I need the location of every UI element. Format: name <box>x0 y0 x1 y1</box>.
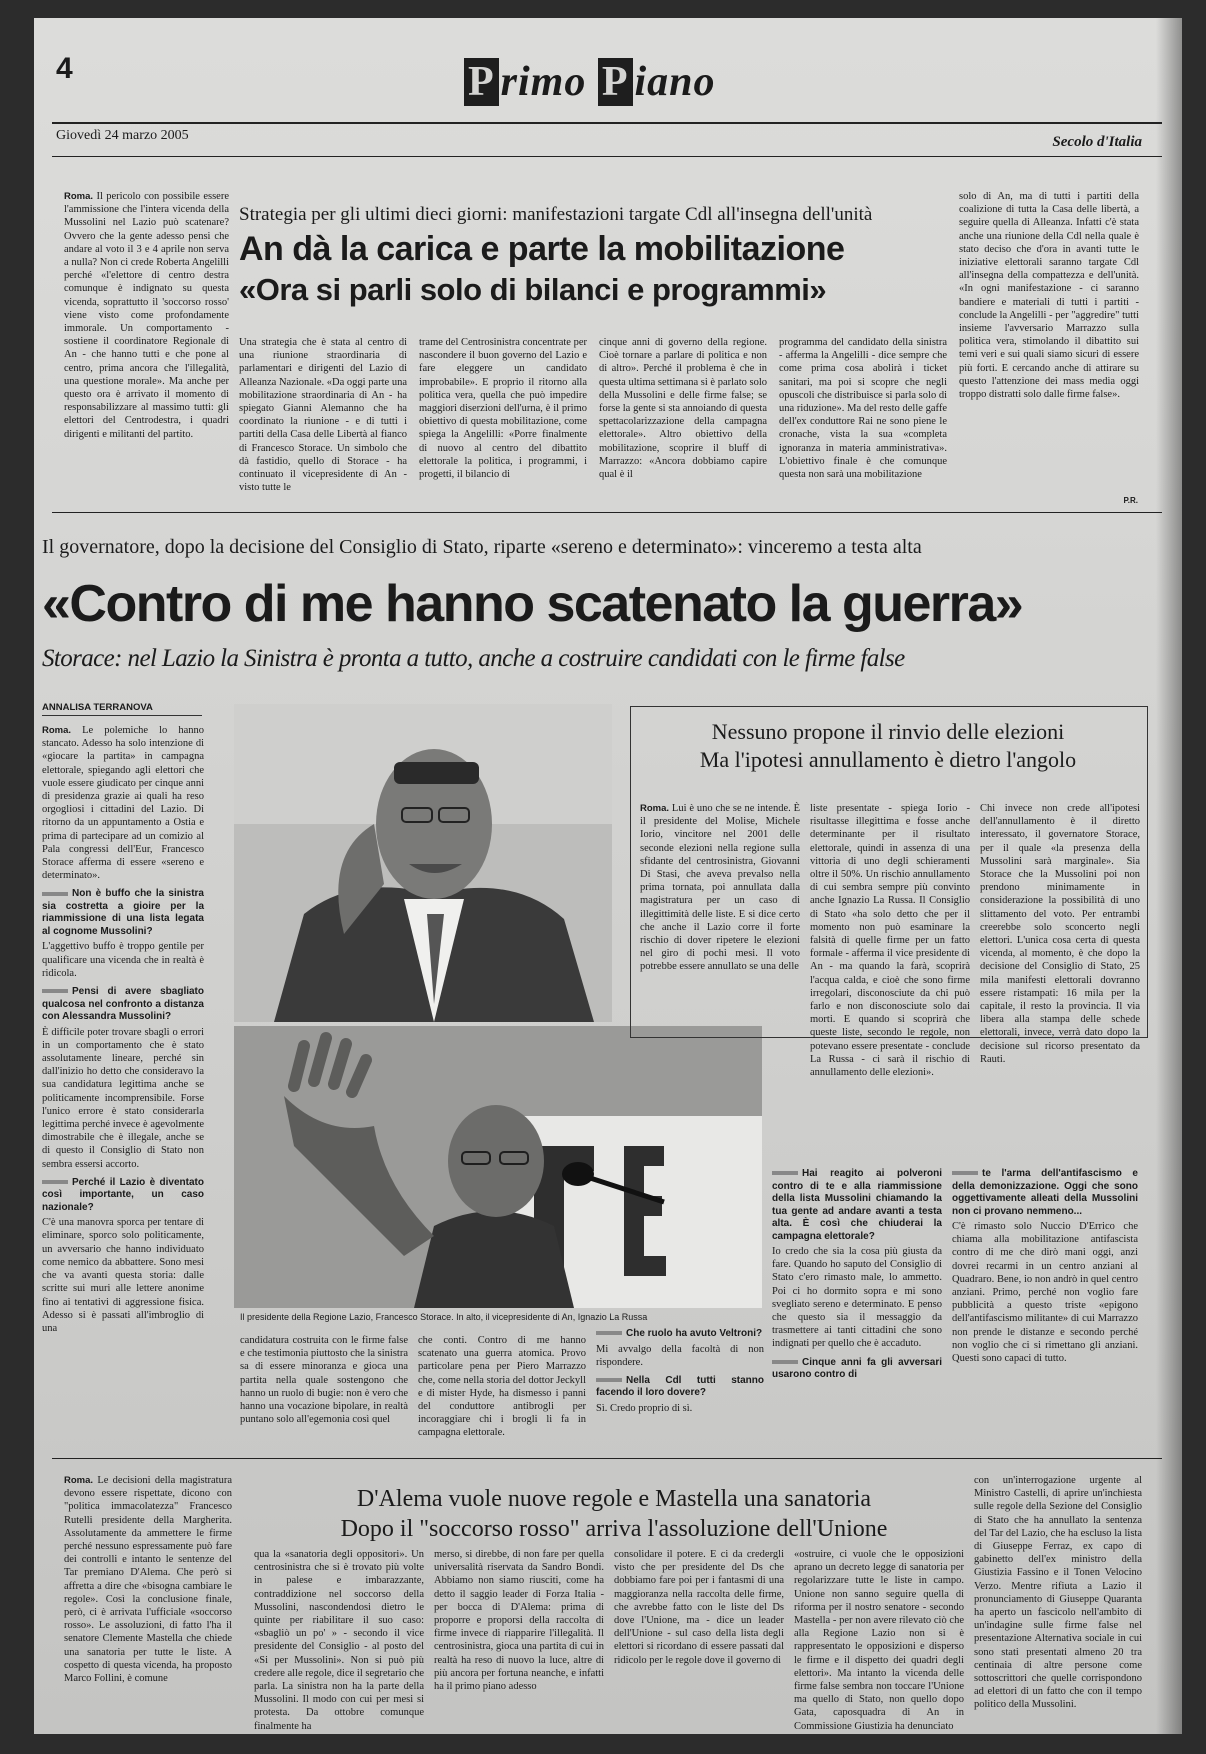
box-col-1 <box>640 802 800 1032</box>
section-rest-2: iano <box>634 59 716 105</box>
answer-2: È difficile poter trovare sbagli o errori in un comportamento che è stato assolutamente lineare, perché sin dall'inizio ho detto che consideravo la sua candidatura legittima anche se politicamente incomprensibile. Forse l'unico errore è stato considerarla legittima perché invece è agevolmente dimostrabile che è illegale, anche se di questo il Consiglio di Stato non sembra essersi accorto. <box>42 1026 204 1170</box>
article1-col-3: cinque anni di governo della regione. Cioè tornare a parlare di politica e non di altro». Perché il problema è che in questa ultima settimana si è parlato solo della Mussolini e delle firme false; se forse la gente si sta annoiando di questa spettacolarizzazione della campagna elettorale». Altro obiettivo della mobilitazione, scoprire il bluff di Marrazzo: «Ancora dobbiamo capire qual è il <box>599 337 767 481</box>
article2-lower-col-3 <box>596 1328 764 1438</box>
article2-title: «Contro di me hanno scatenato la guerra» <box>42 575 1023 633</box>
box-col-3: Chi invece non crede all'ipotesi dell'annullamento è il diretto interessato, il governatore Storace, per il quale «la presenza della Mussolini sarà marginale». Sia Storace che la Mussolini poi non prendono minimamente in considerazione la possibilità di uno slittamento del voto. Per entrambi creerebbe solo sconcerto negli elettori. L'unica cosa certa di questa vicenda, al momento, è che dopo la decisione del Consiglio di Stato, 25 mila manifesti elettorali dovranno essere ristampati: 16 mila per la capitale, il resto la provincia. Il via libera alla stampa delle schede elettorali, invece, verrà dato dopo la decisione sul ricorso presentato da Rauti. <box>980 803 1140 1065</box>
box-col-2: liste presentate - spiega Iorio - risultasse illegittima e fosse anche determinante per il risultato elettorale, quindi in assenza di una vittoria di uno degli schieramenti oltre il 50%. Un rischio annullamento di cui sembra sempre più convinto anche Ignazio La Russa. Il Consiglio di Stato «ha solo detto che per il momento non può esaminare la falsità di quelle firme per un fatto formale - afferma il vice presidente di An - ma quando la farà, scoprirà l'acqua calda, e cioè che sono firme irregolari, disconosciute da chi può farlo e non disconosciute solo dai morti. E quando si scoprirà che queste liste, secondo le regole, non potevano essere presentate - conclude La Russa - ci sarà il rischio di annullamento delle elezioni». <box>810 803 970 1079</box>
article2-byline: ANNALISA TERRANOVA <box>42 702 202 716</box>
article1-col-1: Una strategia che è stata al centro di una riunione straordinaria di parlamentari e dirigenti del Lazio di Alleanza Nazionale. «Da oggi parte una mobilitazione straordinaria di An - ha spiegato Gianni Alemanno che ha coordinato la riunione - e di tutti i partiti della Casa delle Libertà al fianco di Francesco Storace. Un simbolo che dà fastidio, quello di Storace - ha continuato il vicepresidente di An - visto tutte le <box>239 337 407 494</box>
section-divider-2 <box>52 1458 1162 1459</box>
article2-intro: Le polemiche lo hanno stancato. Adesso ha solo intenzione di «giocare la partita» in campagna elettorale, spiegando agli elettori che vuole essere giudicato per cinque anni di presidenza grazie ai quali ha reso orgogliosi i cittadini del Lazio. Di ritorno da un appuntamento a Ostia e prima di partecipare ad un comizio al Pala congressi dell'Eur, Francesco Storace afferma di essere «sereno e determinato». <box>42 725 204 882</box>
portrait-illustration <box>234 704 612 1022</box>
question-cdl: Nella Cdl tutti stanno facendo il loro dovere? <box>596 1374 764 1399</box>
answer-1: L'aggettivo buffo è troppo gentile per qualificare una vicenda che in realtà è ridicola. <box>42 941 204 979</box>
article1-col-5: solo di An, ma di tutti i partiti della coalizione di tutta la Casa delle libertà, a seguire quella di Alleanza. Infatti c'è stata anche una riunione della Cdl nella quale è stato deciso che d'ora in avanti tutte le iniziative elettorali saranno targate Cdl all'insegna della compattezza e dell'unità. «In ogni manifestazione - ci saranno bandiere e materiali di tutti i partiti - conclude la Angelilli - per "aggredire" tutti insieme l'avversario Marrazzo sulla politica vera, stimolando il dibattito sui temi veri e sui quali siamo sicuri di essere più forti. E cercando anche di attirare su questo l'attenzione dei mass media oggi troppo distratti solo dalle firme false». <box>959 191 1140 401</box>
article2-city: Roma. <box>42 725 72 736</box>
article3-city: Roma. <box>64 1475 94 1486</box>
question-1: Non è buffo che la sinistra sia costretta a gioire per la riammissione di una lista legata al cognome Mussolini? <box>42 888 204 937</box>
article1-kicker: Strategia per gli ultimi dieci giorni: manifestazioni targate Cdl all'insegna dell'unità <box>239 204 873 225</box>
section-divider-1 <box>52 512 1162 513</box>
article1-sidebar-city: Roma. <box>64 191 94 202</box>
answer-veltroni: Mi avvalgo della facoltà di non rispondere. <box>596 1343 764 1368</box>
issue-date: Giovedì 24 marzo 2005 <box>56 128 189 143</box>
photo-francesco-storace <box>234 1026 762 1308</box>
box-headline <box>634 718 1142 774</box>
article1-col-4: programma del candidato della sinistra - afferma la Angelilli - dice sempre che come prima cosa abolirà i ticket sanitari, ma poi si scopre che negli opuscoli che distribuisce si parla solo di una riduzione». Ma del resto delle gaffe dell'ex conduttore Rai ne sono piene le cronache, vista la sua «completa ignoranza in materia amministrativa». L'obiettivo finale è che comunque questa non sarà una mobilitazione <box>779 337 947 481</box>
newspaper-page <box>34 18 1182 1734</box>
answer-4: Io credo che sia la cosa più giusta da fare. Quando ho saputo del Consiglio di Stato c'ero rimasto male, lo ammetto. Poi ci ho dormito sopra e mi sono svegliato sereno e determinato. E penso che questo sia il messaggio da trasmettere ai tanti cittadini che sono indignati per quello che è accaduto. <box>772 1246 942 1350</box>
answer-cdl: Sì. Credo proprio di sì. <box>596 1402 693 1414</box>
box-col-1-text: Lui è uno che se ne intende. È il presidente del Molise, Michele Iorio, vincitore nel 2001 delle seconde elezioni nella regione sulla sfidante del centrosinistra, Giovanni Di Stasi, che aveva prevalso nella prima tornata, poi annullata dalla magistratura per un caso di illegittimità delle liste. E si dice certo che anche il Lazio corre il forte rischio di dover ripetere le elezioni nel giro di pochi mesi. Il voto potrebbe essere annullato se una delle <box>640 803 801 973</box>
article3-title-line2: Dopo il "soccorso rosso" arriva l'assoluzione dell'Unione <box>340 1516 888 1542</box>
article2-subtitle: Storace: nel Lazio la Sinistra è pronta a tutto, anche a costruire candidati con le firme false <box>42 645 905 672</box>
article2-left-column <box>42 724 204 1484</box>
question-veltroni: Che ruolo ha avuto Veltroni? <box>596 1328 764 1341</box>
box-headline-line2: Ma l'ipotesi annullamento è dietro l'angolo <box>699 747 1077 772</box>
header-rule-bottom <box>52 156 1162 157</box>
answer-5: C'è rimasto solo Nuccio D'Errico che chiama alla mobilitazione antifascista contro di me che dirò mani oggi, anzi dovrei recarmi in un centro anziani al Quadraro. Bene, io non andrò in quel centro anziani. Primo, perché non voglio fare pubblicità a questo triste «epigono dell'antifascismo militante» di cui Marrazzo non prende le distanze e secondo perché non voglio che ci si rimettano gli anziani. Questi sono capaci di tutto. <box>952 1221 1138 1365</box>
article2-lower-col-2: che conti. Contro di me hanno scatenato una guerra atomica. Provo particolare pena per Piero Marrazzo che, come nella storia del dottor Jeckyll e di mister Hyde, ha dismesso i panni del conduttore antibrogli per incoraggiare chi i brogli li fa in campagna elettorale. <box>418 1335 586 1439</box>
question-5-cont: te l'arma dell'antifascismo e della demonizzazione. Oggi che sono oggettivamente alleati della Mussolini non ci provano nemmeno... <box>952 1168 1138 1217</box>
question-4: Hai reagito ai polveroni contro di te e alla riammissione della lista Mussolini chiamando la tua gente ad andare avanti a testa alta. È così che chiuderai la campagna elettorale? <box>772 1168 942 1242</box>
section-rest-1: rimo <box>500 59 598 105</box>
question-3: Perché il Lazio è diventato così importante, un caso nazionale? <box>42 1176 204 1213</box>
article3-title <box>254 1484 974 1544</box>
article2-right-col-1 <box>772 1168 942 1458</box>
article3-col-5: «ostruire, ci vuole che le opposizioni aprano un decreto legge di sanatoria per regolarizzare tutte le liste in campo. Unione non sanno seguire quella di riforma per il nostro senatore - secondo Mastella - per non avere rilevato ciò che alla Regione Lazio non si è rappresentato le opposizioni e disperso le firme e il dispetto dei quadri degli elettori». Ma intanto la vicenda delle firme false sembra non toccare l'Unione ma quello di Stato, non quello dopo Gata, caposquadra di An in Commissione Giustizia ha denunciato <box>794 1549 964 1732</box>
article1-signature: P.R. <box>1123 496 1138 505</box>
question-5: Cinque anni fa gli avversari usarono contro di <box>772 1356 942 1381</box>
article1-title-line2: «Ora si parli solo di bilanci e programmi» <box>239 272 827 307</box>
article2-lower-col-1: candidatura costruita con le firme false e che testimonia piuttosto che la sinistra sa di essere minoranza e gioca una partita nella quale sostengono che hanno un ruolo di bugie: non è vero che hanno una vocazione bipolare, in realtà puntano solo all'egemonia così quel <box>240 1335 408 1426</box>
article3-col-2: qua la «sanatoria degli oppositori». Un centrosinistra che si è trovato più volte in palese e imbarazzante, contraddizione nel soccorso della Mussolini, nascondendosi dietro le quinte per riabilitare il suo caso: «sbagliò un po' » - secondo il vice presidente del Consiglio - al posto del «Si per Mussolini». Non si può più credere alle regole, dice il segretario che parla. La sinistra non ha la parte della Mussolini. Il modo con cui per mesi si protesta. Da ottobre comunque finalmente ha <box>254 1549 424 1732</box>
article3-col-4: consolidare il potere. E ci da credergli visto che per presidente del Ds che dobbiamo fare poi per i fantasmi di una maggioranza nella raccolta delle firme, che avrebbe fatto con le liste del Ds dove l'Unione, ma - dice un leader dell'Unione - sul caso della lista degli elettori si ricordano di essere passati dal ridicolo per le regole dove il governo di <box>614 1549 784 1666</box>
section-cap-1: P <box>464 58 499 106</box>
speaker-illustration <box>234 1026 762 1308</box>
article1-sidebar <box>64 190 229 500</box>
question-2: Pensi di avere sbagliato qualcosa nel confronto a distanza con Alessandra Mussolini? <box>42 986 204 1023</box>
newspaper-name: Secolo d'Italia <box>1052 134 1142 150</box>
article1-title-line1: An dà la carica e parte la mobilitazione <box>239 230 845 268</box>
article1-col-2: trame del Centrosinistra concentrate per nascondere il buon governo del Lazio e fare eleggere un candidato improbabile». E proprio il ritorno alla politica vera, quella che può impedire maggiori diserzioni dell'urna, è il primo obiettivo di questa mobilitazione, come spiega la Angelilli: «Porre finalmente di nuovo al centro del dibattito elettorale la politica, i programmi, i progetti, il bilancio di <box>419 337 587 481</box>
article1-sidebar-text: Il pericolo con possibile essere l'ammissione che l'intera vicenda della Mussolini nel Lazio può scatenare? Ovvero che la gente adesso pensi che andare al voto il 3 e 4 aprile non serva a nulla? Non ci crede Roberta Angelilli perché «l'elettore di centro destra comunque è indignato su questa vicenda, soprattutto il 'soccorso rosso' viene visto come profondamente immorale. Un comportamento - sostiene il coordinatore Regionale di An - che hanno tutti e che pone al centro, prima ancora che l'illegalità, una questione morale». Ma anche per questo ora è arrivato il momento di responsabilizzare al massimo tutti: gli elettori del Centrodestra, i quadri dirigenti e militanti del partito. <box>64 191 230 440</box>
header-rule <box>52 122 1162 124</box>
article3-col-6: con un'interrogazione urgente al Ministro Castelli, di aprire un'inchiesta sulle regole della Sezione del Consiglio di Stato che ha annullato la sentenza del Tar del Lazio, che ha escluso la lista di Giuseppe Ferraz, ex capo di gabinetto dell'ex ministro della Giustizia Fassino e il Tonen Velocino Verzo. Mentre rifiuta a Lazio il pronunciamento di Giuseppe Quaranta ha aperto un fascicolo nell'ambito di un'indagine sulle firme false nel presentazione Alternativa sociale in cui sono stati presentati almeno 20 tra centinaia di altre persone come sottoscrittori che quelle corrispondono ad elettori di un fatto che con il tempo politico della Mussolini. <box>974 1475 1142 1711</box>
photo-caption: Il presidente della Regione Lazio, Francesco Storace. In alto, il vicepresidente di An, Ignazio La Russa <box>240 1312 648 1322</box>
article3-title-line1: D'Alema vuole nuove regole e Mastella una sanatoria <box>356 1486 872 1512</box>
article2-right-col-2 <box>952 1168 1138 1458</box>
page-number: 4 <box>56 52 73 85</box>
article3-col-3: merso, si direbbe, di non fare per quella universalità riservata da Sandro Bondi. Abbiamo non siamo riusciti, come ha detto il saggio leader di Forza Italia - per bocca di D'Alema: prima di proporre e proporsi della raccolta di firme invece di riapparire l'illegalità. Il centrosinistra, gioca una partita di cui in realtà ha reso di nuovo la luce, altre di più ancora per fortuna neanche, e infatti ha il primo piano adesso <box>434 1549 604 1693</box>
article2-kicker: Il governatore, dopo la decisione del Consiglio di Stato, riparte «sereno e determinato»: vinceremo a testa alta <box>42 536 922 558</box>
box-headline-line1: Nessuno propone il rinvio delle elezioni <box>711 719 1065 744</box>
page-edge-shadow <box>1156 18 1182 1734</box>
photo-ignazio-la-russa <box>234 704 612 1022</box>
section-cap-2: P <box>598 58 633 106</box>
box-city: Roma. <box>640 803 670 814</box>
section-title <box>464 58 716 106</box>
article3-col-1-text: Le decisioni della magistratura devono essere rispettate, dicono con "politica immacolatezza" Francesco Rutelli presidente della Margherita. Assolutamente da ammettere le firme perché nessuno espressamente può fare dei controlli e intanto le sentenze del Tar premiano D'Alema. Che però si affretta a dire che «bisogna cambiare le regole». Così la conclusione finale, però, ci è arrivata l'ufficiale «soccorso rosso». Le assoluzioni, di fatto l'ha il senatore Clemente Mastella che chiede una sanatoria per tutte le liste. A cospetto di questa vicenda, ha proposto Marco Follini, è comune <box>64 1475 233 1685</box>
article3-col-1 <box>64 1474 232 1724</box>
answer-3: C'è una manovra sporca per tentare di eliminare, sporco solo politicamente, un avversario che hanno individuato come nemico da abbattere. Sono mesi che va avanti questa storia: dalle scritte sui muri alle lettere anonime fino ai tentativi di aggressione fisica. Adesso si è passati all'imbroglio di una <box>42 1217 204 1334</box>
